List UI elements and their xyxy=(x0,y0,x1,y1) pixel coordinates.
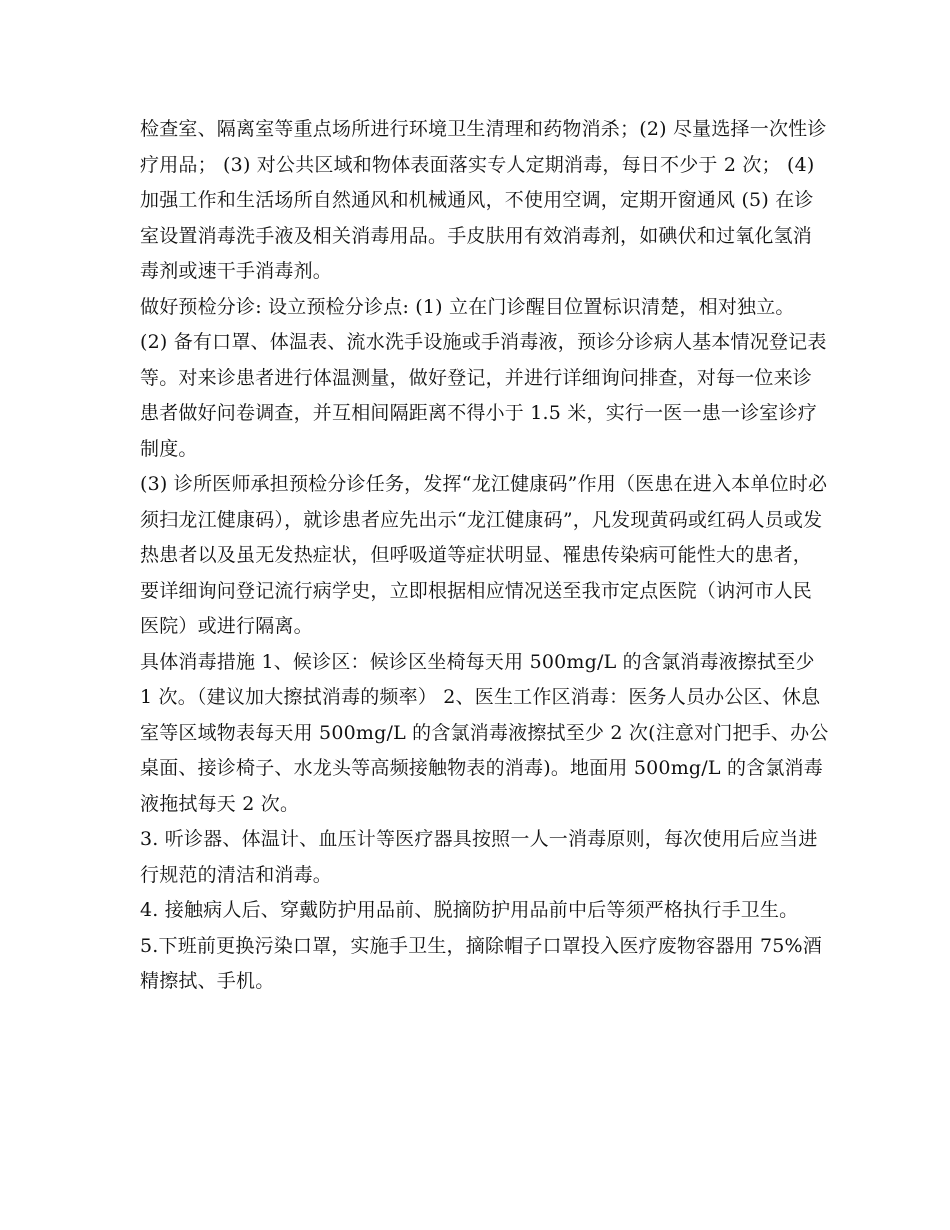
paragraph-hand-hygiene: 4. 接触病人后、穿戴防护用品前、脱摘防护用品前中后等须严格执行手卫生。 xyxy=(140,899,799,921)
paragraph-environment-disinfection: 检查室、隔离室等重点场所进行环境卫生清理和药物消杀；(2) 尽量选择一次性诊疗用品； (3) 对公共区域和物体表面落实专人定期消毒，每日不少于 2 次； (4) 加强工作和生活场所自然通风和机械通风，不使用空调，定期开窗通风 (5) 在诊室设置消毒洗手液及相关消毒用品。手皮肤用有效消毒剂，如碘伏和过氧化氢消毒剂或速干手消毒剂。 xyxy=(140,118,827,282)
paragraph-disinfection-measures: 具体消毒措施 1、候诊区：候诊区坐椅每天用 500mg/L 的含氯消毒液擦拭至少 1 次。（建议加大擦拭消毒的频率） 2、医生工作区消毒：医务人员办公区、休息室等区域物表每天用 500mg/L 的含氯消毒液擦拭至少 2 次(注意对门把手、办公桌面、接诊椅子、水龙头等高频接触物表的消毒)。地面用 500mg/L 的含氯消毒液拖拭每天 2 次。 xyxy=(140,650,829,815)
paragraph-pre-screening-item-3: (3) 诊所医师承担预检分诊任务，发挥“龙江健康码”作用（医患在进入本单位时必须扫龙江健康码），就诊患者应先出示“龙江健康码”，凡发现黄码或红码人员或发热患者以及虽无发热症状，但呼吸道等症状明显、罹患传染病可能性大的患者，要详细询问登记流行病学史，立即根据相应情况送至我市定点医院（讷河市人民医院）或进行隔离。 xyxy=(140,473,828,637)
paragraph-pre-screening: 做好预检分诊: 设立预检分诊点: (1) 立在门诊醒目位置标识清楚，相对独立。 xyxy=(140,295,795,318)
paragraph-off-duty: 5.下班前更换污染口罩，实施手卫生，摘除帽子口罩投入医疗废物容器用 75%酒精擦拭、手机。 xyxy=(140,934,822,992)
paragraph-pre-screening-item-2: (2) 备有口罩、体温表、流水洗手设施或手消毒液，预诊分诊病人基本情况登记表等。对来诊患者进行体温测量，做好登记，并进行详细询问排查，对每一位来诊患者做好问卷调查，并互相间隔距离不得小于 1.5 米，实行一医一患一诊室诊疗制度。 xyxy=(140,331,827,460)
document-body xyxy=(140,112,830,1000)
paragraph-instrument-disinfection: 3. 听诊器、体温计、血压计等医疗器具按照一人一消毒原则，每次使用后应当进行规范的清洁和消毒。 xyxy=(140,828,818,886)
